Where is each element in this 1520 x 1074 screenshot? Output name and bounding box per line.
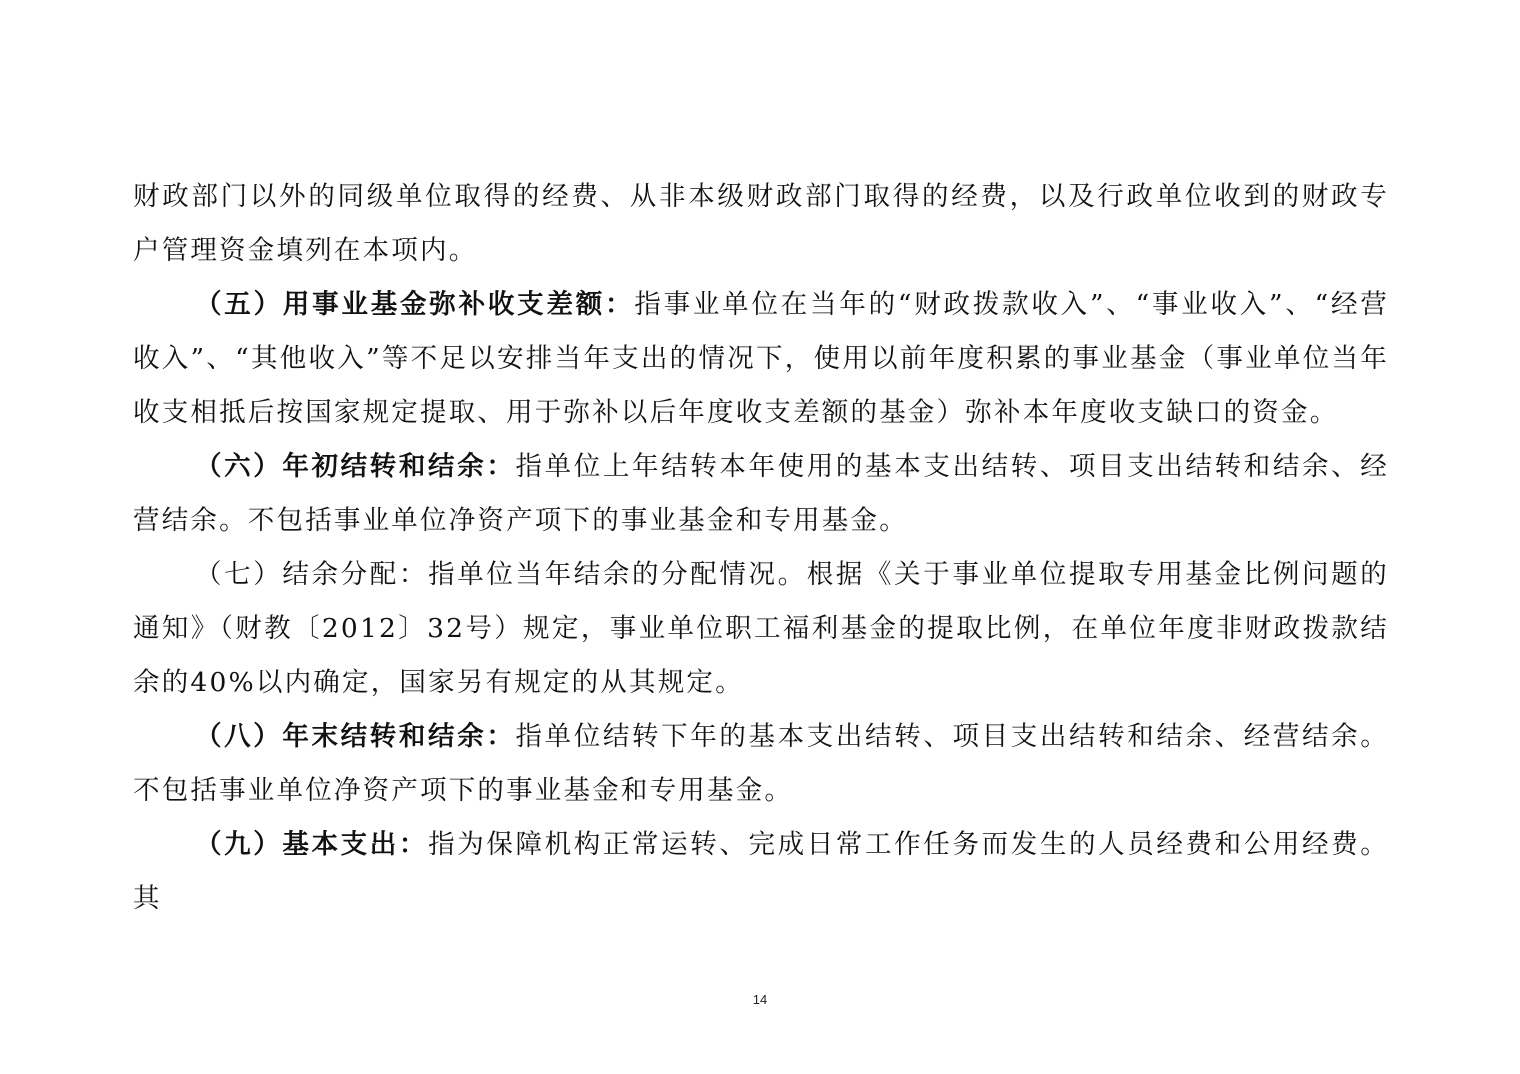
paragraph-heading: （九）基本支出： xyxy=(195,829,429,860)
paragraph-item-5 xyxy=(133,278,1389,440)
paragraph-text: 指事业单位在当年的“财政拨款收入”、“事业收入”、“经营收入”、“其他收入”等不足以安排当年支出的情况下，使用以前年度积累的事业基金（事业单位当年收支相抵后按国家规定提取、用于弥补以后年度收支差额的基金）弥补本年度收支缺口的资金。 xyxy=(133,289,1390,428)
paragraph-text: 指单位结转下年的基本支出结转、项目支出结转和结余、经营结余。不包括事业单位净资产项下的事业基金和专用基金。 xyxy=(133,721,1390,806)
paragraph-item-7 xyxy=(133,548,1389,710)
paragraph-heading: （七）结余分配： xyxy=(195,559,429,590)
paragraph-heading: （五）用事业基金弥补收支差额： xyxy=(195,289,635,320)
paragraph-text: 指为保障机构正常运转、完成日常工作任务而发生的人员经费和公用经费。其 xyxy=(133,829,1389,914)
document-body xyxy=(133,170,1389,926)
paragraph-text: 指单位当年结余的分配情况。根据《关于事业单位提取专用基金比例问题的通知》（财教〔2012〕32号）规定，事业单位职工福利基金的提取比例，在单位年度非财政拨款结余的40%以内确定，国家另有规定的从其规定。 xyxy=(133,559,1389,698)
paragraph-item-8 xyxy=(133,710,1389,818)
paragraph-item-9 xyxy=(133,818,1389,926)
paragraph-heading: （六）年初结转和结余： xyxy=(195,451,516,482)
paragraph-heading: （八）年末结转和结余： xyxy=(195,721,516,752)
paragraph-text: 财政部门以外的同级单位取得的经费、从非本级财政部门取得的经费，以及行政单位收到的财政专户管理资金填列在本项内。 xyxy=(133,181,1389,266)
paragraph-continuation xyxy=(133,170,1389,278)
paragraph-item-6 xyxy=(133,440,1389,548)
paragraph-text: 指单位上年结转本年使用的基本支出结转、项目支出结转和结余、经营结余。不包括事业单位净资产项下的事业基金和专用基金。 xyxy=(133,451,1390,536)
page-number: 14 xyxy=(752,992,768,1007)
